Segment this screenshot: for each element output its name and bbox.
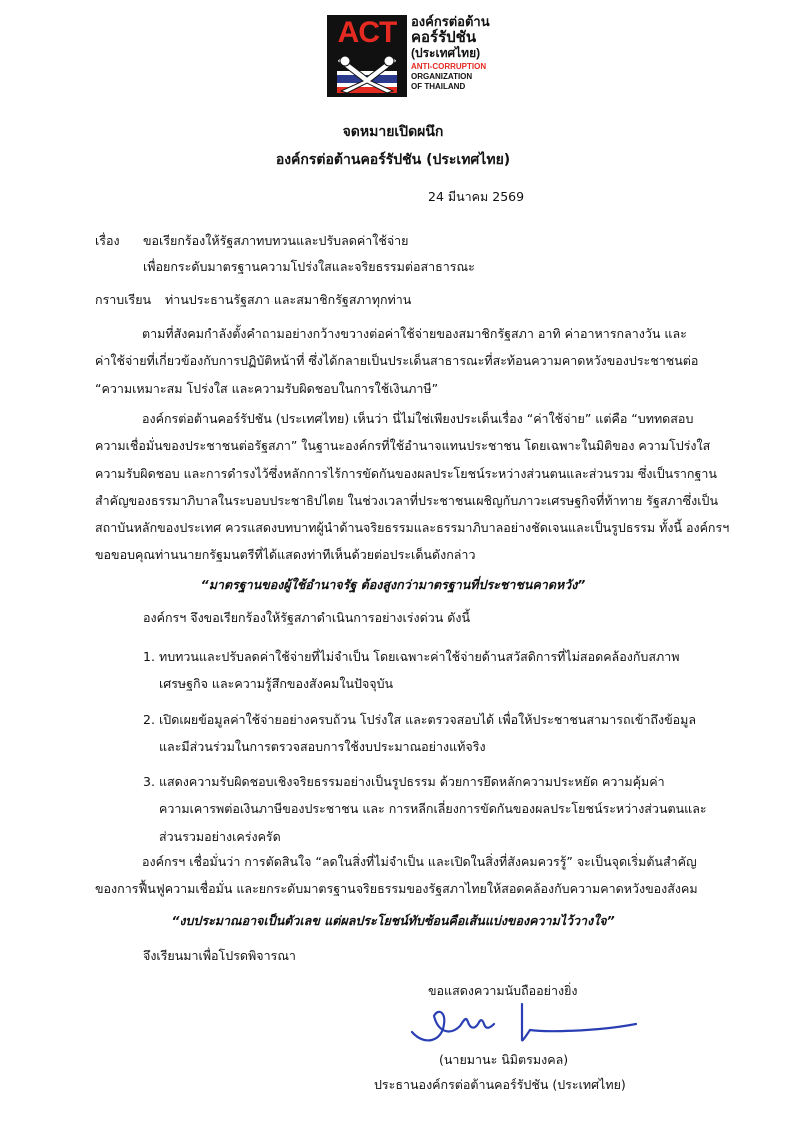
pull-quote-1: “มาตรฐานของผู้ใช้อำนาจรัฐ ต้องสูงกว่ามาตรฐานที่ประชาชนคาดหวัง” [200,577,586,592]
pull-quote-2: “งบประมาณอาจเป็นตัวเลข แต่ผลประโยชน์ทับซ้อนคือเส้นแบ่งของความไว้วางใจ” [171,913,615,928]
paragraph-line: ขอขอบคุณท่านนายกรัฐมนตรีที่ได้แสดงท่าทีเห็นด้วยต่อประเด็นดังกล่าว [95,547,476,563]
list-item-line: ความเคารพต่อเงินภาษีของประชาชน และ การหลีกเลี่ยงการขัดกันของผลประโยชน์ระหว่างส่วนตนและ [159,801,707,817]
list-item-number: 3. [143,774,155,790]
logo-wordmark [411,15,491,92]
paragraph-1 [95,320,703,402]
paragraph-line: ของการฟื้นฟูความเชื่อมั่น และยกระดับมาตรฐานจริยธรรมของรัฐสภาไทยให้สอดคล้องกับความคาดหวังของสังคม [95,881,698,897]
list-item [143,643,713,698]
paragraph-line: ความรับผิดชอบ และการดำรงไว้ซึ่งหลักการไร้การขัดกันของผลประโยชน์ระหว่างส่วนตนและส่วนรวม ซึ่งเป็นรากฐาน [95,465,717,481]
letter-date: 24 มีนาคม 2569 [428,189,525,204]
logo-name-en-3: OF THAILAND [411,82,466,91]
paragraph-line: ตามที่สังคมกำลังตั้งคำถามอย่างกว้างขวางต่อค่าใช้จ่ายของสมาชิกรัฐสภา อาทิ ค่าอาหารกลางวัน และ [142,326,687,341]
paragraph-3 [95,848,703,903]
paragraph-2 [95,405,730,569]
request-list [143,643,713,850]
list-item-line: เศรษฐกิจ และความรู้สึกของสังคมในปัจจุบัน [159,676,394,692]
handwritten-signature-icon [404,1002,644,1050]
list-item-line: แสดงความรับผิดชอบเชิงจริยธรรมอย่างเป็นรูปธรรม ด้วยการยึดหลักความประหยัด ความคุ้มค่า [159,774,665,790]
paragraph-line: สถาบันหลักของประเทศ ควรแสดงบทบาทผู้นำด้านจริยธรรมและธรรมาภิบาลอย่างชัดเจนและเป็นรูปธรรม ทั้งนี้ องค์กรฯ [95,520,730,536]
subject-line-1: ขอเรียกร้องให้รัฐสภาทบทวนและปรับลดค่าใช้จ่าย [143,233,409,248]
paragraph-line: ค่าใช้จ่ายที่เกี่ยวข้องกับการปฏิบัติหน้าที่ ซึ่งได้กลายเป็นประเด็นสาธารณะที่สะท้อนความคาดหวังของประชาชนต่อ [95,353,699,369]
signer-title: ประธานองค์กรต่อต้านคอร์รัปชัน (ประเทศไทย) [374,1077,626,1092]
paragraph-line: องค์กรฯ เชื่อมั่นว่า การตัดสินใจ “ลดในสิ่งที่ไม่จำเป็น และเปิดในสิ่งที่สังคมควรรู้” จะเป็นจุดเริ่มต้นสำคัญ [142,854,697,869]
crossed-hands-flag-icon [337,55,397,93]
list-item-number: 1. [143,649,155,664]
paragraph-line: สำคัญของธรรมาภิบาลในระบอบประชาธิปไตย ในช่วงเวลาที่ประชาชนเผชิญกับภาวะเศรษฐกิจที่ท้าทาย รัฐสภาซึ่งเป็น [95,492,718,508]
subject-label: เรื่อง [95,233,120,248]
subject-line-2: เพื่อยกระดับมาตรฐานความโปร่งใสและจริยธรรมต่อสาธารณะ [143,259,475,274]
closing-salutation: ขอแสดงความนับถืออย่างยิ่ง [428,983,578,998]
list-item-line: ส่วนรวมอย่างเคร่งครัด [159,828,281,844]
paragraph-line: “ความเหมาะสม โปร่งใส และความรับผิดชอบในการใช้เงินภาษี” [95,380,439,396]
logo-emblem [327,15,407,97]
paragraph-line: ความเชื่อมั่นของประชาชนต่อรัฐสภา” ในฐานะองค์กรที่ใช้อำนาจแทนประชาชน โดยเฉพาะในมิติของ ความโปร่งใส [95,438,711,454]
list-item [143,768,713,850]
logo-name-th-1: องค์กรต่อต้าน [411,14,490,29]
list-item-line: ทบทวนและปรับลดค่าใช้จ่ายที่ไม่จำเป็น โดยเฉพาะค่าใช้จ่ายด้านสวัสดิการที่ไม่สอดคล้องกับสภาพ [159,649,680,664]
logo-name-th-2: คอร์รัปชัน [411,29,477,46]
request-intro: องค์กรฯ จึงขอเรียกร้องให้รัฐสภาดำเนินการอย่างเร่งด่วน ดังนี้ [143,610,471,625]
list-item-number: 2. [143,711,155,727]
closing-request: จึงเรียนมาเพื่อโปรดพิจารณา [143,948,296,963]
act-logo [327,14,490,99]
logo-name-th-3: (ประเทศไทย) [411,46,481,60]
paragraph-line: องค์กรต่อต้านคอร์รัปชัน (ประเทศไทย) เห็นว่า นี่ไม่ใช่เพียงประเด็นเรื่อง “ค่าใช้จ่าย” แต่คือ “บททดสอบ [142,411,694,426]
organization-name: องค์กรต่อต้านคอร์รัปชัน (ประเทศไทย) [275,152,511,168]
salutation-recipient: ท่านประธานรัฐสภา และสมาชิกรัฐสภาทุกท่าน [165,292,412,307]
list-item-line: เปิดเผยข้อมูลค่าใช้จ่ายอย่างครบถ้วน โปร่งใส และตรวจสอบได้ เพื่อให้ประชาชนสามารถเข้าถึงข้อมูล [159,711,697,727]
signer-name: (นายมานะ นิมิตรมงคล) [439,1052,569,1067]
logo-brand-text: ACT [337,16,397,49]
logo-name-en-1: ANTI-CORRUPTION [411,62,487,71]
list-item-line: และมีส่วนร่วมในการตรวจสอบการใช้งบประมาณอย่างแท้จริง [159,738,486,754]
letter-title: จดหมายเปิดผนึก [342,124,444,140]
salutation-label: กราบเรียน [95,292,152,307]
logo-name-en-2: ORGANIZATION [411,72,473,81]
list-item [143,706,713,761]
